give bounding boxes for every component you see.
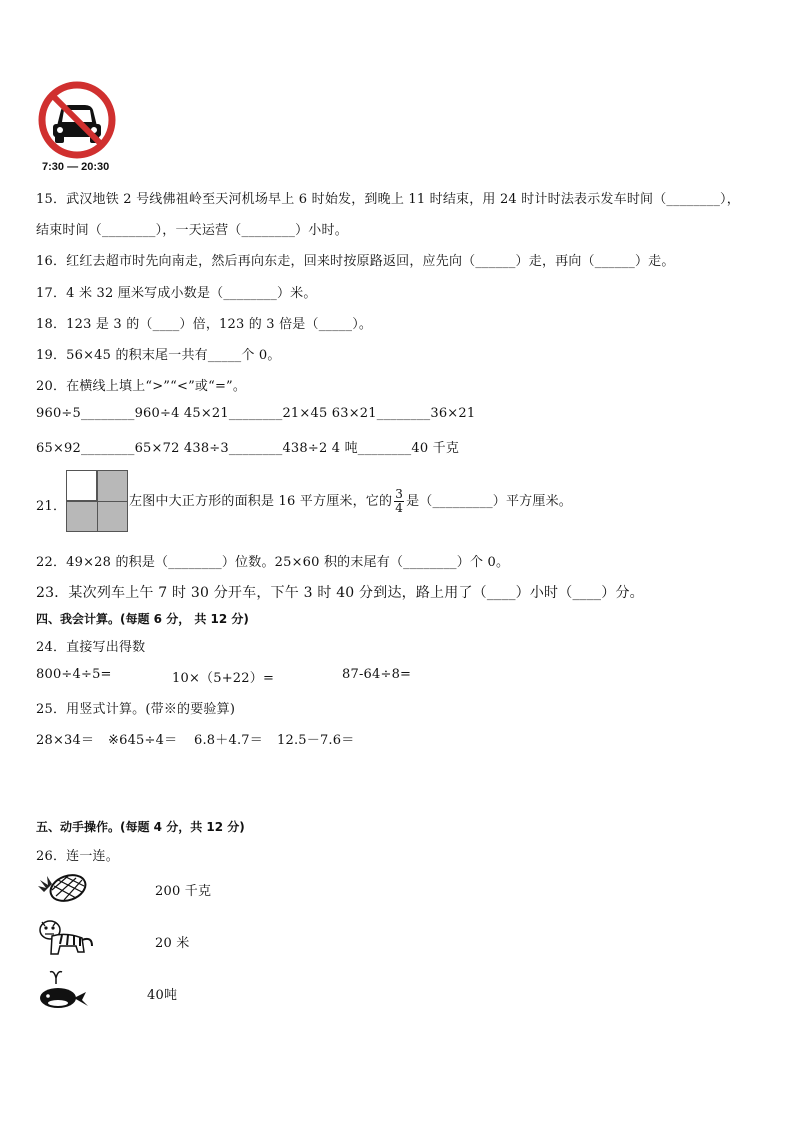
calc-item: ※645÷4＝	[108, 733, 178, 748]
calc-item: 12.5－7.6＝	[277, 733, 355, 748]
calc-item: 28×34＝	[36, 733, 95, 748]
question-21-number: 21．	[36, 499, 67, 514]
pineapple-icon	[36, 866, 96, 908]
question-22: 22．49×28 的积是（________）位数。25×60 积的末尾有（________）个 0。	[36, 555, 510, 570]
tiger-icon	[36, 916, 96, 962]
whale-icon	[36, 968, 96, 1012]
question-23: 23．某次列车上午 7 时 30 分开车，下午 3 时 40 分到达，路上用了（____）小时（____）分。	[36, 585, 644, 601]
section-4-title: 四、我会计算。(每题 6 分， 共 12 分)	[36, 612, 249, 626]
sign-time-caption: 7:30 — 20:30	[42, 161, 110, 173]
question-21-text-b: 是（_________）平方厘米。	[406, 494, 572, 509]
fraction-denominator: 4	[395, 501, 404, 515]
calc-item: 10×（5+22）=	[172, 671, 275, 686]
question-20-row2: 65×92________65×72 438÷3________438÷2 4 吨________40 千克	[36, 441, 460, 456]
question-20-title: 20．在横线上填上“>”“<”或“=”。	[36, 379, 247, 394]
fraction-three-quarters	[394, 488, 404, 515]
question-21-text	[129, 488, 572, 516]
question-17: 17．4 米 32 厘米写成小数是（________）米。	[36, 286, 317, 301]
question-26: 26．连一连。	[36, 849, 119, 864]
question-15-line1: 15．武汉地铁 2 号线佛祖岭至天河机场早上 6 时始发，到晚上 11 时结束，用 24 时计时法表示发车时间（________），	[36, 192, 740, 207]
question-20-row1: 960÷5________960÷4 45×21________21×45 63×21________36×21	[36, 406, 476, 421]
square-white-cell	[67, 471, 97, 501]
question-18: 18．123 是 3 的（____）倍，123 的 3 倍是（_____）。	[36, 317, 373, 332]
square-figure	[66, 470, 128, 532]
question-19: 19．56×45 的积末尾一共有_____个 0。	[36, 348, 281, 363]
match-label: 200 千克	[155, 884, 212, 899]
calc-item: 800÷4÷5=	[36, 667, 112, 682]
question-21-text-a: 左图中大正方形的面积是 16 平方厘米，它的	[129, 494, 393, 509]
no-cars-sign-icon	[37, 80, 117, 160]
calc-item: 6.8＋4.7＝	[194, 733, 263, 748]
calc-item: 87-64÷8=	[342, 667, 412, 682]
section-5-title: 五、动手操作。(每题 4 分，共 12 分)	[36, 820, 245, 834]
question-16: 16．红红去超市时先向南走，然后再向东走，回来时按原路返回，应先向（______）走，再向（______）走。	[36, 254, 675, 269]
fraction-numerator: 3	[395, 487, 404, 501]
match-label: 20 米	[155, 936, 190, 951]
question-24: 24．直接写出得数	[36, 640, 146, 655]
question-15-line2: 结束时间（________），一天运营（________）小时。	[36, 223, 348, 238]
match-label: 40吨	[147, 988, 178, 1003]
question-25: 25．用竖式计算。(带※的要验算)	[36, 702, 236, 717]
